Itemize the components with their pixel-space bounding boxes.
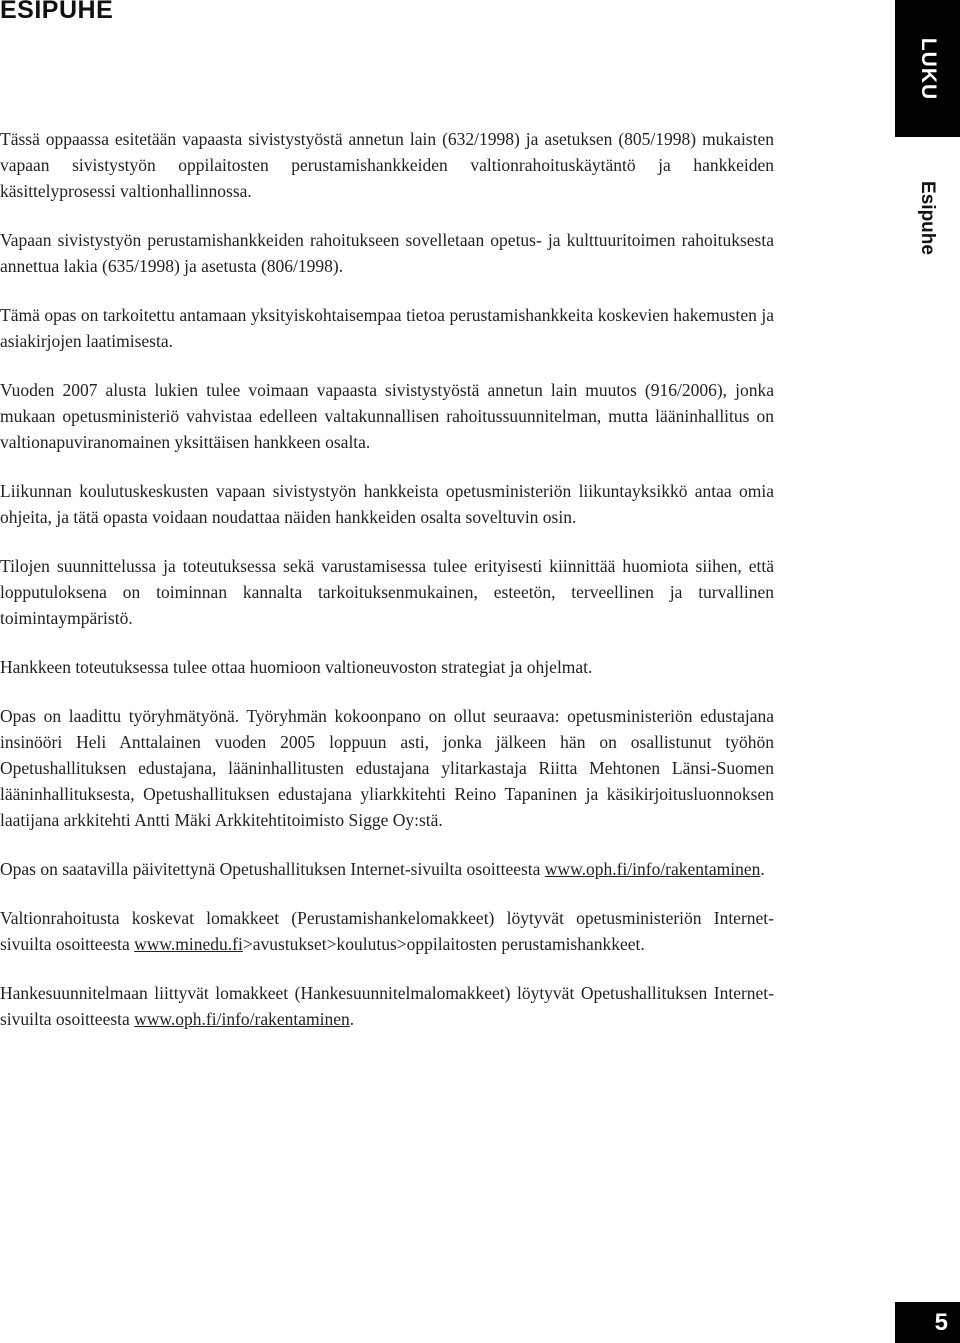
paragraph-10-end: >avustukset>koulutus>oppilaitosten perustamishankkeet. xyxy=(242,934,645,954)
oph-link[interactable]: www.oph.fi/info/rakentaminen xyxy=(544,859,761,879)
paragraph-5: Liikunnan koulutuskeskusten vapaan sivistystyön hankkeista opetusministeriön liikuntayksikkö antaa omia ohjeita, ja tätä opasta voidaan noudattaa näiden hankkeiden osalta soveltuvin osin. xyxy=(0,481,774,527)
paragraph-10 xyxy=(0,905,774,957)
paragraph-4: Vuoden 2007 alusta lukien tulee voimaan vapaasta sivistystyöstä annetun lain muutos (916/2006), jonka mukaan opetusministeriö vahvistaa edelleen valtakunnallisen rahoitussuunnitelman, mutta lääninhallitus on valtionapuviranomainen yksittäisen hankkeen osalta. xyxy=(0,380,774,452)
page-title: ESIPUHE xyxy=(0,0,114,24)
paragraph-11 xyxy=(0,980,774,1032)
paragraph-1: Tässä oppaassa esitetään vapaasta sivistystyöstä annetun lain (632/1998) ja asetuksen (805/1998) mukaisten vapaan sivistystyön oppilaitosten perustamishankkeiden valtionrahoituskäytäntö ja hankkeiden käsittelyprosessi valtionhallinnossa. xyxy=(0,129,774,201)
paragraph-6: Tilojen suunnittelussa ja toteutuksessa sekä varustamisessa tulee erityisesti kiinnittää huomiota siihen, että lopputuloksena on toiminnan kannalta tarkoituksenmukainen, esteetön, terveellinen ja turvallinen toimintaympäristö. xyxy=(0,556,774,628)
paragraph-11-end: . xyxy=(349,1009,355,1029)
paragraph-8: Opas on laadittu työryhmätyönä. Työryhmän kokoonpano on ollut seuraava: opetusministeriön edustajana insinööri Heli Anttalainen vuoden 2005 loppuun asti, jonka jälkeen hän on osallistunut työhön Opetushallituksen edustajana, lääninhallitusten edustajana ylitarkastaja Riitta Mehtonen Länsi-Suomen lääninhallituksesta, Opetushallituksen edustajana yliarkkitehti Reino Tapaninen ja käsikirjoitusluonnoksen laatijana arkkitehti Antti Mäki Arkkitehtitoimisto Sigge Oy:stä. xyxy=(0,706,774,830)
paragraph-3: Tämä opas on tarkoitettu antamaan yksityiskohtaisempaa tietoa perustamishankkeita koskevien hakemusten ja asiakirjojen laatimisesta. xyxy=(0,305,774,351)
chapter-tab-label: LUKU xyxy=(916,37,940,100)
section-label: Esipuhe xyxy=(917,181,938,255)
chapter-tab xyxy=(895,0,960,137)
paragraph-2: Vapaan sivistystyön perustamishankkeiden rahoitukseen sovelletaan opetus- ja kulttuuritoimen rahoituksesta annettua lakia (635/1998) ja asetusta (806/1998). xyxy=(0,230,774,276)
paragraph-11-text: Hankesuunnitelmaan liittyvät lomakkeet (Hankesuunnitelmalomakkeet) löytyvät Opetushallituksen Internet-sivuilta osoitteesta xyxy=(0,983,774,1029)
body-text xyxy=(0,126,774,1055)
paragraph-10-text: Valtionrahoitusta koskevat lomakkeet (Perustamishankelomakkeet) löytyvät opetusministeriön Internet-sivuilta osoitteesta xyxy=(0,908,774,954)
page-number: 5 xyxy=(934,1308,948,1336)
oph-link-2[interactable]: www.oph.fi/info/rakentaminen xyxy=(134,1009,350,1029)
paragraph-9-text: Opas on saatavilla päivitettynä Opetushallituksen Internet-sivuilta osoitteesta xyxy=(0,859,541,879)
paragraph-7: Hankkeen toteutuksessa tulee ottaa huomioon valtioneuvoston strategiat ja ohjelmat. xyxy=(0,657,593,677)
page-number-box xyxy=(895,1302,960,1343)
minedu-link[interactable]: www.minedu.fi xyxy=(134,934,243,954)
paragraph-9 xyxy=(0,856,774,882)
paragraph-9-end: . xyxy=(760,859,765,879)
